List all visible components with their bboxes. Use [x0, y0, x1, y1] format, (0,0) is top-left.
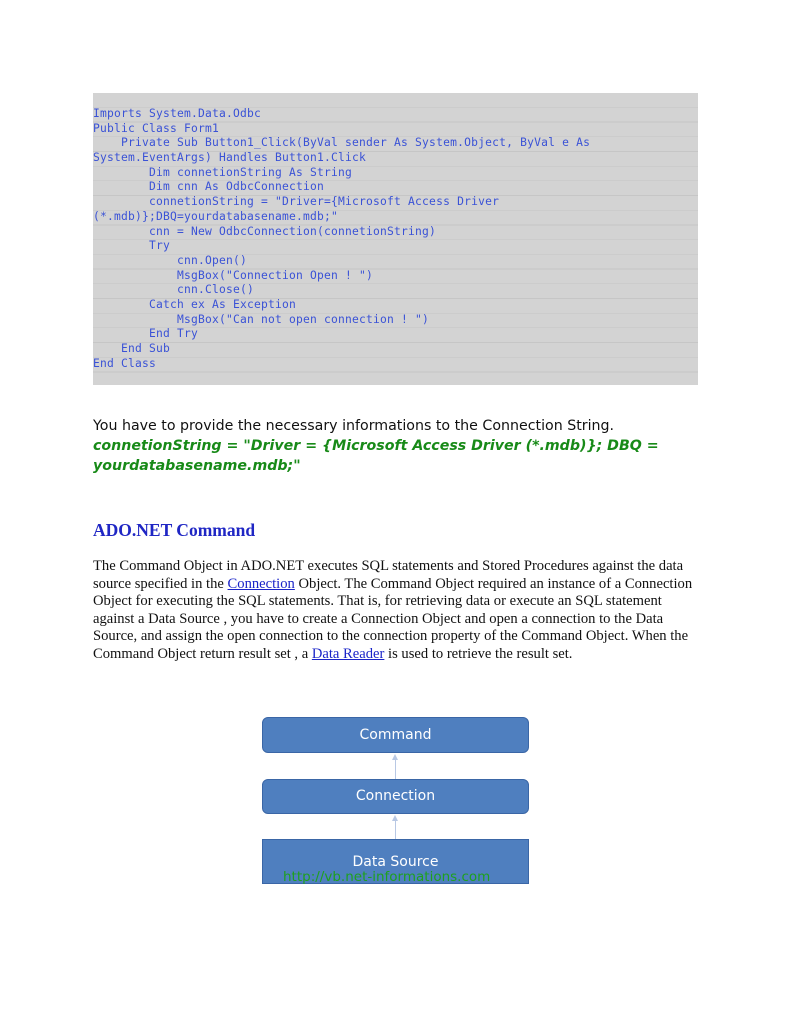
code-line: (*.mdb)};DBQ=yourdatabasename.mdb;": [93, 209, 339, 223]
code-line: connetionString = "Driver={Microsoft Access Driver: [93, 195, 500, 209]
connection-box: [262, 779, 529, 814]
code-line: End Try: [93, 327, 199, 341]
code-line: Private Sub Button1_Click(ByVal sender As System.Object, ByVal e As: [93, 136, 591, 150]
code-line: MsgBox("Connection Open ! "): [93, 268, 374, 282]
code-block: [93, 93, 698, 385]
code-line: MsgBox("Can not open connection ! "): [93, 312, 430, 326]
code-line: Try: [93, 239, 171, 253]
code-line: cnn.Open(): [93, 253, 248, 267]
paragraph-text-2: Object. The Command Object required an instance of a Connection Object for executing the SQL statements. That is, for retrieving data or execute an SQL statement against a Data Source , you have to create a Connection Object and open a connection to the Data Source, and assign the open connection to the connection property of the Command Object. When the Command Object return result set , a: [93, 575, 693, 662]
connection-link[interactable]: Connection: [227, 575, 295, 592]
intro-text: You have to provide the necessary informations to the Connection String.: [93, 418, 615, 434]
code-line: System.EventArgs) Handles Button1.Click: [93, 151, 367, 165]
section-paragraph: [93, 558, 697, 664]
arrow-connection-to-command: [395, 760, 396, 779]
code-line: End Sub: [93, 342, 171, 355]
connection-label: Connection: [355, 788, 436, 804]
code-line: Imports System.Data.Odbc: [93, 107, 262, 120]
code-line: Public Class Form1: [93, 121, 220, 135]
section-heading: ADO.NET Command: [93, 520, 256, 540]
code-line: Dim connetionString As String: [93, 165, 353, 179]
paragraph-text-3: is used to retrieve the result set.: [384, 645, 573, 662]
arrow-head-bottom: [392, 815, 398, 821]
command-label: Command: [359, 727, 432, 743]
code-line: cnn.Close(): [93, 283, 255, 297]
intro-section: [93, 416, 703, 476]
command-box: [262, 717, 529, 753]
data-reader-link[interactable]: Data Reader: [311, 645, 385, 662]
connection-string-code: connetionString = "Driver = {Microsoft Access Driver (*.mdb)}; DBQ = yourdatabasename.mdb;": [93, 438, 659, 474]
watermark-url: http://vb.net-informations.com: [283, 869, 491, 885]
arrow-head-top: [392, 754, 398, 760]
data-source-label: Data Source: [352, 854, 439, 870]
arrow-datasource-to-connection: [395, 821, 396, 839]
code-line: Dim cnn As OdbcConnection: [93, 180, 325, 194]
code-line: cnn = New OdbcConnection(connetionString): [93, 224, 437, 238]
paragraph-text-1: The Command Object in ADO.NET executes SQL statements and Stored Procedures against the data source specified in the: [93, 558, 684, 592]
code-line: Catch ex As Exception: [93, 297, 297, 311]
code-line: End Class: [93, 356, 157, 370]
